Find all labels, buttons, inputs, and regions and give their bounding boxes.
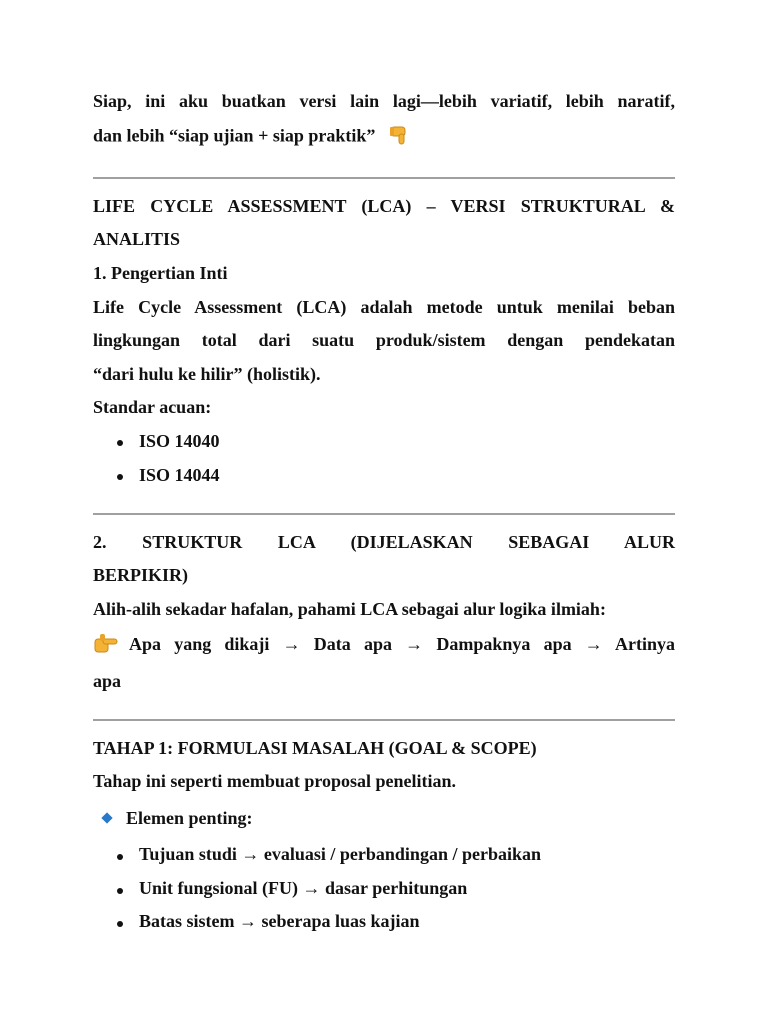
definition-line-2: lingkungan total dari suatu produk/sistem dengan pendekatan (93, 330, 675, 350)
point-right-icon (93, 632, 119, 661)
divider-1 (93, 177, 675, 179)
bullet-dot (117, 888, 123, 894)
standard-item: ISO 14040 (139, 431, 220, 451)
divider-2 (93, 513, 675, 515)
definition-line-3: “dari hulu ke hilir” (holistik). (93, 364, 321, 384)
intro-line-1: Siap, ini aku buatkan versi lain lagi—lebih variatif, lebih naratif, (93, 91, 675, 111)
section-lca-subheading: 1. Pengertian Inti (93, 263, 228, 283)
section-structure-title-line-1: 2. STRUKTUR LCA (DIJELASKAN SEBAGAI ALUR (93, 532, 675, 552)
intro-line-2 (93, 124, 675, 151)
flow-line-1-text: Apa yang dikaji → Data apa → Dampaknya apa → Artinya (129, 634, 675, 654)
elements-label: Elemen penting: (126, 808, 253, 828)
definition-line-1: Life Cycle Assessment (LCA) adalah metode untuk menilai beban (93, 297, 675, 317)
bullet-dot (117, 440, 123, 446)
point-down-icon (388, 124, 410, 151)
section-structure-intro: Alih-alih sekadar hafalan, pahami LCA sebagai alur logika ilmiah: (93, 599, 606, 619)
standard-item: ISO 14044 (139, 465, 220, 485)
element-item: Tujuan studi → evaluasi / perbandingan / perbaikan (139, 844, 541, 864)
section-structure-title-line-2: BERPIKIR) (93, 565, 189, 585)
stage1-intro: Tahap ini seperti membuat proposal penelitian. (93, 771, 457, 791)
divider-3 (93, 719, 675, 721)
element-item: Unit fungsional (FU) → dasar perhitungan (139, 878, 468, 898)
blue-diamond-icon (101, 812, 112, 823)
bullet-dot (117, 474, 123, 480)
standards-label: Standar acuan: (93, 397, 212, 417)
intro-line-2-text: dan lebih “siap ujian + siap praktik” (93, 125, 376, 146)
section-lca-title-line-2: ANALITIS (93, 229, 181, 249)
section-lca-title-line-1: LIFE CYCLE ASSESSMENT (LCA) – VERSI STRUKTURAL & (93, 196, 675, 216)
flow-line-2: apa (93, 671, 122, 691)
element-item: Batas sistem → seberapa luas kajian (139, 911, 420, 931)
bullet-dot (117, 854, 123, 860)
stage1-title: TAHAP 1: FORMULASI MASALAH (GOAL & SCOPE) (93, 738, 537, 758)
bullet-dot (117, 921, 123, 927)
